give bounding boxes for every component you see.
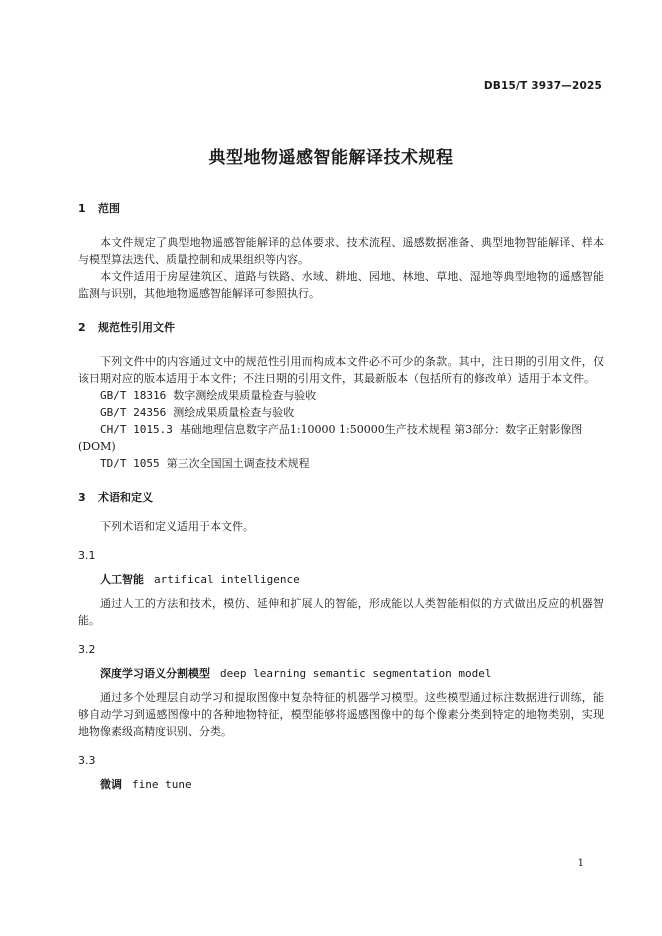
reference-item bbox=[78, 404, 604, 421]
term-en: deep learning semantic segmentation model bbox=[220, 667, 492, 680]
section-heading-terms bbox=[78, 489, 604, 506]
term-entry bbox=[78, 571, 604, 588]
term-en: fine tune bbox=[132, 778, 192, 791]
term-zh: 深度学习语义分割模型 bbox=[100, 667, 210, 680]
term-zh: 人工智能 bbox=[100, 573, 144, 586]
section-heading-scope bbox=[78, 200, 604, 217]
term-number: 3.3 bbox=[78, 754, 96, 767]
term-number: 3.2 bbox=[78, 643, 96, 656]
document-body bbox=[78, 200, 604, 793]
reference-code: CH/T 1015.3 bbox=[100, 423, 173, 436]
scope-paragraph: 本文件适用于房屋建筑区、道路与铁路、水域、耕地、园地、林地、草地、湿地等典型地物的遥感智能监测与识别，其他地物遥感智能解译可参照执行。 bbox=[78, 270, 604, 300]
section-title: 术语和定义 bbox=[98, 491, 153, 504]
term-en: artifical intelligence bbox=[154, 573, 300, 586]
reference-item bbox=[78, 455, 604, 472]
reference-name: 数字测绘成果质量检查与验收 bbox=[173, 389, 317, 402]
term-zh: 微调 bbox=[100, 778, 122, 791]
section-title: 范围 bbox=[98, 202, 120, 215]
standard-code: DB15/T 3937—2025 bbox=[483, 80, 602, 92]
term-entry bbox=[78, 665, 604, 682]
reference-name: 测绘成果质量检查与验收 bbox=[173, 406, 295, 419]
reference-code: TD/T 1055 bbox=[100, 457, 160, 470]
reference-code: GB/T 18316 bbox=[100, 389, 167, 402]
term-number: 3.1 bbox=[78, 549, 96, 562]
scope-paragraph: 本文件规定了典型地物遥感智能解译的总体要求、技术流程、遥感数据准备、典型地物智能解译、样本与模型算法迭代、质量控制和成果组织等内容。 bbox=[78, 236, 604, 266]
section-number: 1 bbox=[78, 202, 86, 215]
section-title: 规范性引用文件 bbox=[98, 321, 175, 334]
terms-intro: 下列术语和定义适用于本文件。 bbox=[100, 520, 254, 533]
normative-intro: 下列文件中的内容通过文中的规范性引用而构成本文件必不可少的条款。其中，注日期的引用文件，仅该日期对应的版本适用于本文件；不注日期的引用文件，其最新版本（包括所有的修改单）适用于本文件。 bbox=[78, 355, 604, 385]
document-title: 典型地物遥感智能解译技术规程 bbox=[208, 148, 454, 168]
reference-item bbox=[78, 387, 604, 404]
section-heading-normative bbox=[78, 319, 604, 336]
term-definition: 通过多个处理层自动学习和提取图像中复杂特征的机器学习模型。这些模型通过标注数据进行训练，能够自动学习到遥感图像中的各种地物特征，模型能够将遥感图像中的每个像素分类到特定的地物类别，实现地物像素级高精度识别、分类。 bbox=[78, 691, 604, 738]
section-number: 3 bbox=[78, 491, 86, 504]
reference-code: GB/T 24356 bbox=[100, 406, 167, 419]
term-entry bbox=[78, 776, 604, 793]
reference-name: 基础地理信息数字产品1:10000 1:50000生产技术规程 第3部分：数字正射影像图(DOM) bbox=[78, 423, 583, 453]
reference-item bbox=[78, 421, 604, 455]
page-number: 1 bbox=[577, 858, 584, 869]
section-number: 2 bbox=[78, 321, 86, 334]
term-definition: 通过人工的方法和技术，模仿、延伸和扩展人的智能，形成能以人类智能相似的方式做出反应的机器智能。 bbox=[78, 597, 604, 627]
reference-name: 第三次全国国土调查技术规程 bbox=[166, 457, 310, 470]
